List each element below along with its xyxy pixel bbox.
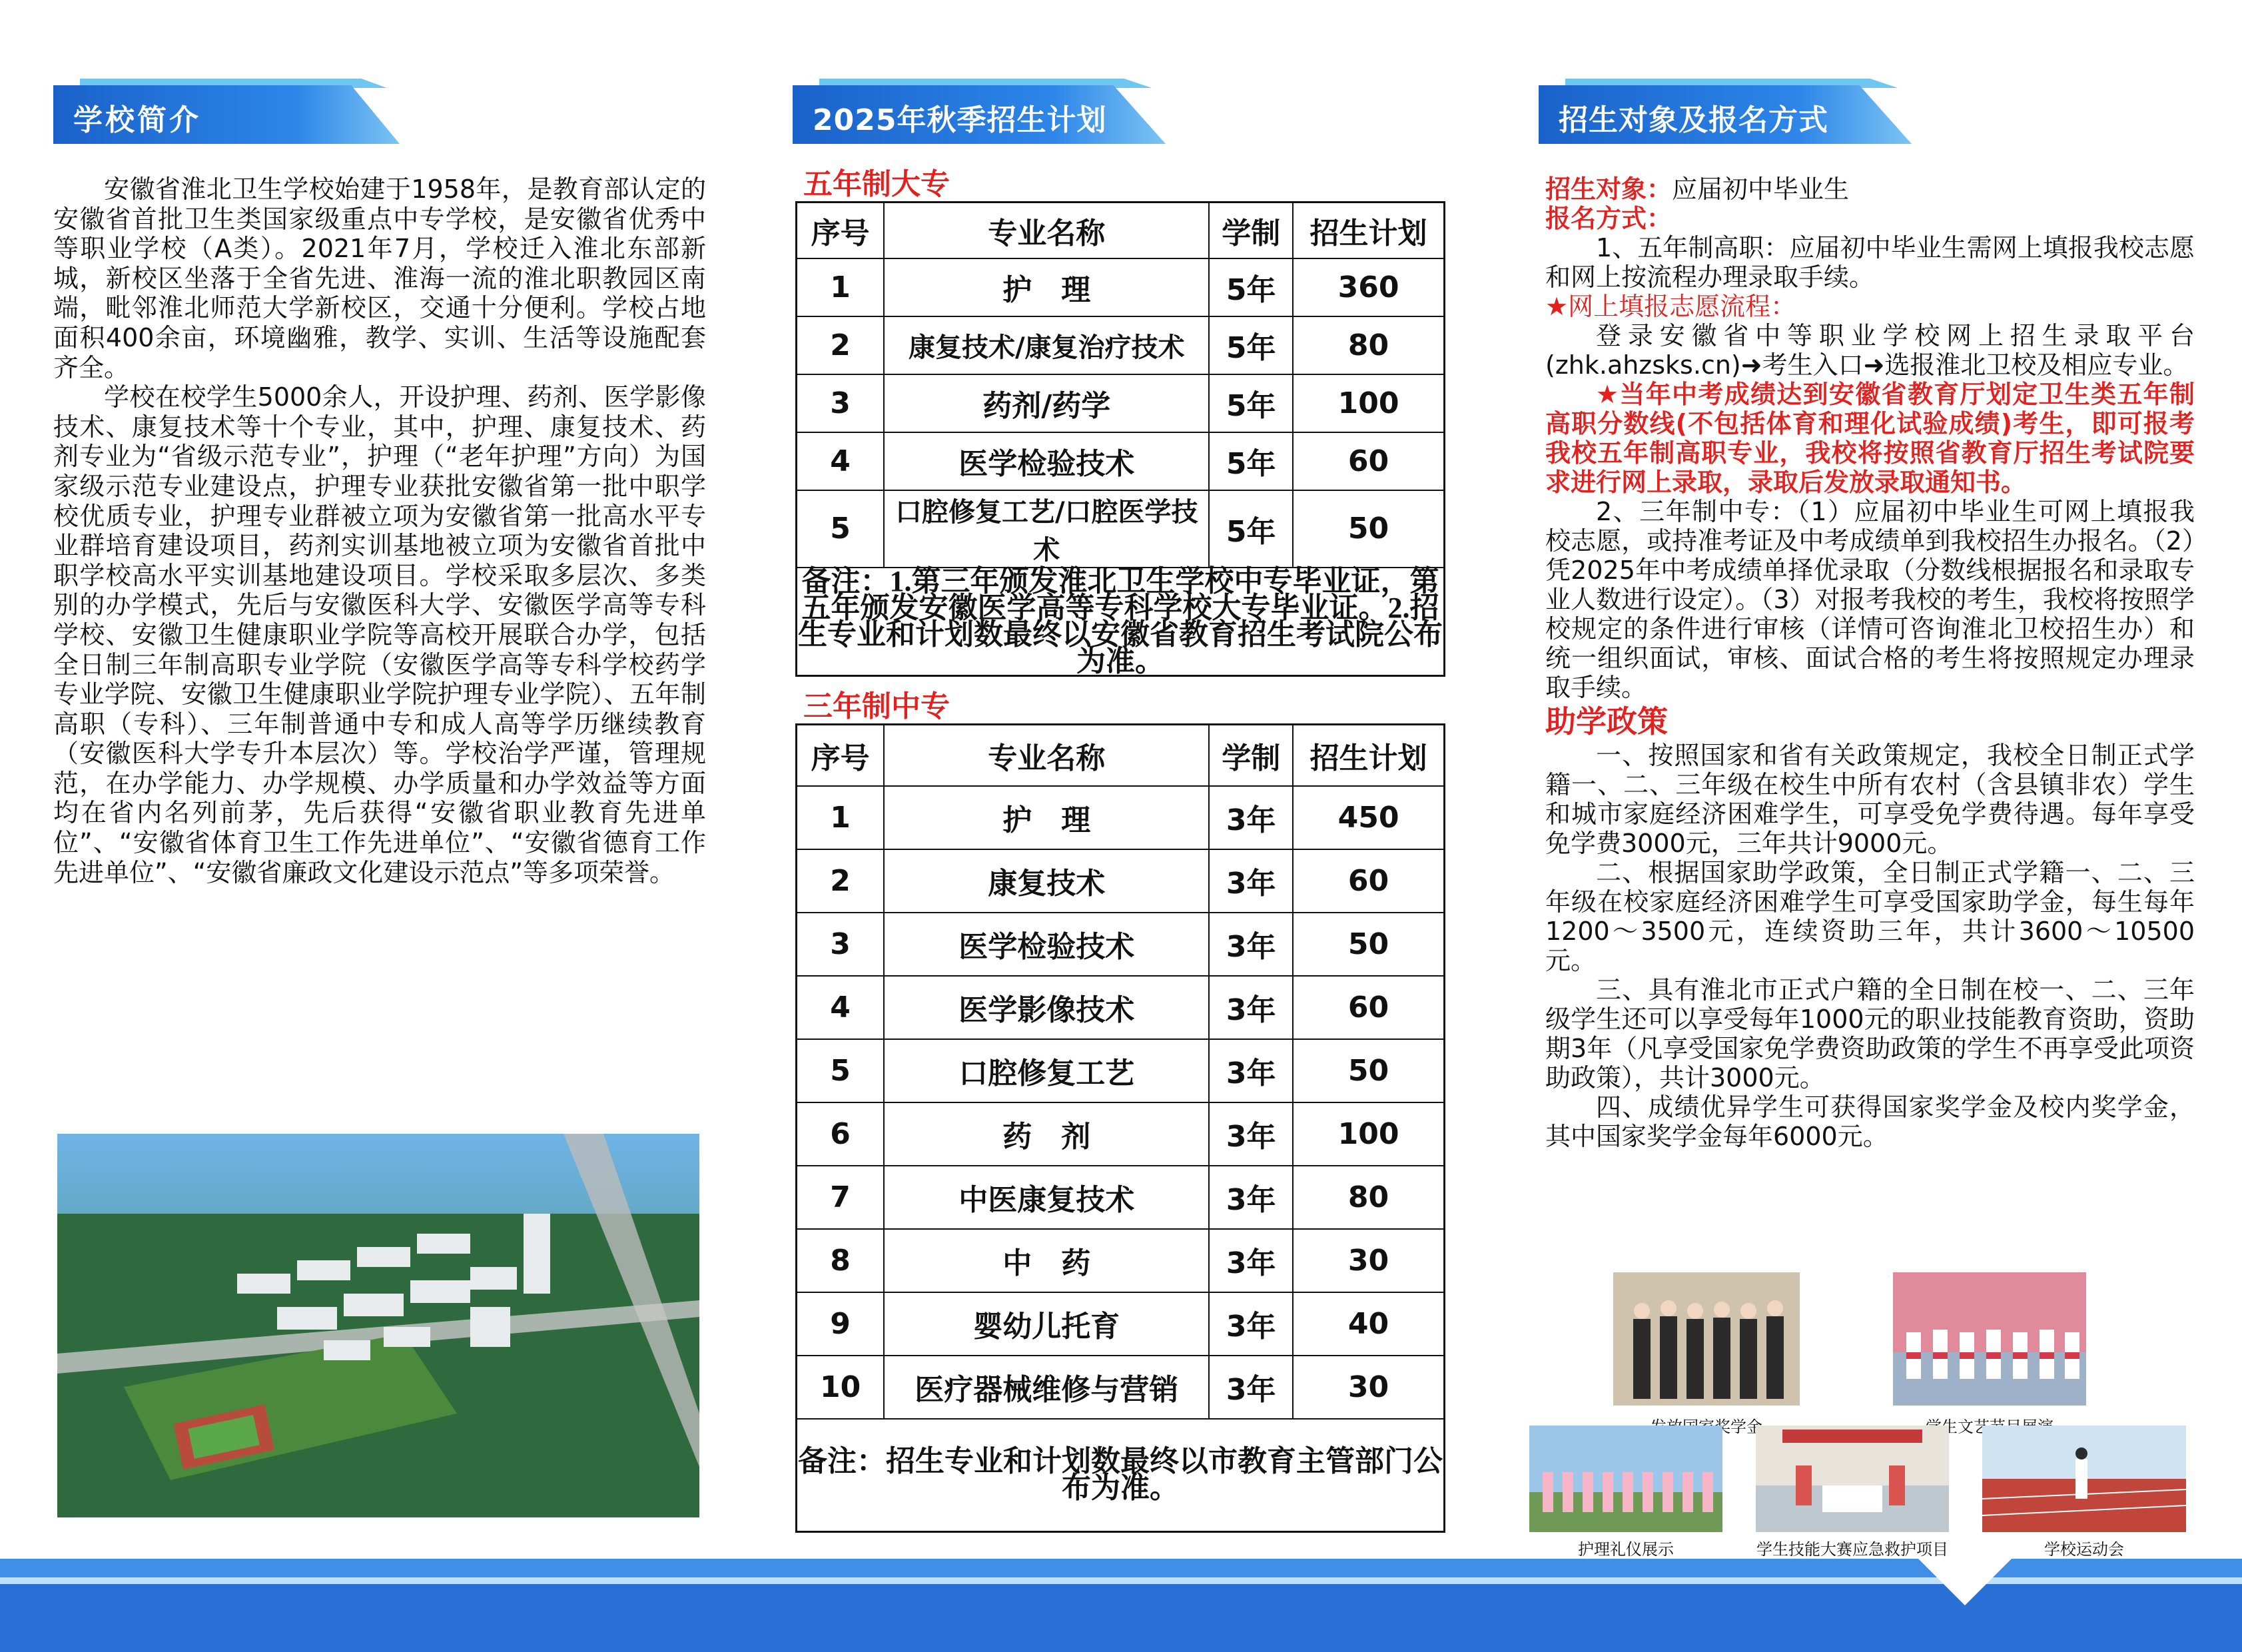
three-year-cell: 10: [797, 1356, 885, 1419]
three-year-cell: 30: [1293, 1229, 1444, 1292]
three-year-cell: 3年: [1209, 1039, 1293, 1102]
five-year-header-1: 专业名称: [884, 203, 1209, 258]
three-year-cell: 康复技术: [884, 849, 1209, 913]
three-year-header-2: 学制: [1209, 725, 1293, 786]
three-year-cell: 3年: [1209, 1292, 1293, 1356]
five-year-header-3: 招生计划: [1293, 203, 1444, 258]
three-year-cell: 口腔修复工艺: [884, 1039, 1209, 1102]
three-year-cell: 4: [797, 976, 885, 1039]
five-year-cell: 5: [797, 490, 885, 568]
three-year-header-3: 招生计划: [1293, 725, 1444, 786]
five-year-cell: 护 理: [884, 258, 1209, 316]
footer-band: [0, 1559, 2242, 1652]
skills-contest-photo: [1756, 1426, 1949, 1532]
three-year-cell: 100: [1293, 1102, 1444, 1166]
five-year-cell: 60: [1293, 432, 1444, 490]
five-year-cell: 5年: [1209, 258, 1293, 316]
target-value: 应届初中毕业生: [1672, 175, 1850, 204]
table-row: [797, 1102, 1445, 1166]
table-row: [797, 786, 1445, 849]
five-year-cell: 医学检验技术: [884, 432, 1209, 490]
table-row: [797, 1039, 1445, 1102]
three-year-cell: 6: [797, 1102, 885, 1166]
three-year-cell: 3: [797, 913, 885, 976]
three-year-cell: 30: [1293, 1356, 1444, 1419]
method-label: 报名方式：: [1545, 204, 1673, 233]
table-row: [797, 1292, 1445, 1356]
three-year-note: 备注：招生专业和计划数最终以市教育主管部门公布为准。: [797, 1419, 1445, 1532]
intro-text: [53, 175, 706, 887]
three-year-cell: 60: [1293, 849, 1444, 913]
three-year-cell: 1: [797, 786, 885, 849]
intro-paragraph-2: 学校在校学生5000余人，开设护理、药剂、医学影像技术、康复技术等十个专业，其中，护理、康复技术、药剂专业为“省级示范专业”，护理（“老年护理”方向）为国家级示范专业建设点，护理专业获批安徽省第一批中职学校优质专业，护理专业群被立项为安徽省第一批高水平专业群培育建设项目，药剂实训基地被立项为安徽省首批中职学校高水平实训基地建设项目。学校采取多层次、多类别的办学模式，先后与安徽医科大学、安徽医学高等专科学校、安徽卫生健康职业学院等高校开展联合办学，包括全日制三年制高职专业学院（安徽医学高等专科学校药学专业学院、安徽卫生健康职业学院护理专业学院）、五年制高职（专科）、三年制普通中专和成人高等学历继续教育（安徽医科大学专升本层次）等。学校治学严谨，管理规范，在办学能力、办学规模、办学质量和办学效益等方面均在省内名列前茅，先后获得“安徽省职业教育先进单位”、“安徽省体育卫生工作先进单位”、“安徽省德育工作先进单位”、“安徽省廉政文化建设示范点”等多项荣誉。: [53, 382, 706, 887]
method-five-year: 1、五年制高职：应届初中毕业生需网上填报我校志愿和网上按流程办理录取手续。: [1545, 233, 2195, 292]
intro-paragraph-1: 安徽省淮北卫生学校始建于1958年，是教育部认定的安徽省首批卫生类国家级重点中专学校，是安徽省优秀中等职业学校（A类）。2021年7月，学校迁入淮北东部新城，新校区坐落于全省先进、淮海一流的淮北职教园区南端，毗邻淮北师范大学新校区，交通十分便利。学校占地面积400余亩，环境幽雅，教学、实训、生活等设施配套齐全。: [53, 175, 706, 382]
three-year-header-0: 序号: [797, 725, 885, 786]
three-year-cell: 医疗器械维修与营销: [884, 1356, 1209, 1419]
three-year-cell: 50: [1293, 913, 1444, 976]
table-row: [797, 1356, 1445, 1419]
method-three-year: 2、三年制中专：（1）应届初中毕业生可网上填报我校志愿，或持准考证及中考成绩单到我校招生办报名。（2）凭2025年中考成绩单择优录取（分数线根据报名和录取专业人数进行设定）。（3）对报考我校的考生，我校将按照学校规定的条件进行审核（详情可咨询淮北卫校招生办）和统一组织面试，审核、面试合格的考生将按照规定办理录取手续。: [1545, 497, 2195, 702]
five-year-cell: 5年: [1209, 316, 1293, 374]
five-year-cell: 5年: [1209, 490, 1293, 568]
five-year-cell: 康复技术/康复治疗技术: [884, 316, 1209, 374]
three-year-cell: 中 药: [884, 1229, 1209, 1292]
aid-item-2: 二、根据国家助学政策，全日制正式学籍一、二、三年级在校家庭经济困难学生可享受国家助学金，每生每年1200～3500元，连续资助三年，共计3600～10500元。: [1545, 858, 2195, 975]
online-flow-title: ★网上填报志愿流程：: [1545, 292, 1796, 321]
three-year-cell: 3年: [1209, 913, 1293, 976]
five-year-cell: 药剂/药学: [884, 374, 1209, 432]
five-year-cell: 2: [797, 316, 885, 374]
caption-sports-meet: 学校运动会: [2044, 1540, 2124, 1559]
three-year-cell: 护 理: [884, 786, 1209, 849]
table-row: [797, 913, 1445, 976]
five-year-cell: 5年: [1209, 374, 1293, 432]
three-year-cell: 40: [1293, 1292, 1444, 1356]
aid-item-4: 四、成绩优异学生可获得国家奖学金及校内奖学金，其中国家奖学金每年6000元。: [1545, 1092, 2195, 1151]
five-year-cell: 1: [797, 258, 885, 316]
online-flow-body: 登录安徽省中等职业学校网上招生录取平台(zhk.ahzsks.cn)➜考生入口➜选报淮北卫校及相应专业。: [1545, 321, 2195, 380]
five-year-cell: 口腔修复工艺/口腔医学技术: [884, 490, 1209, 568]
aid-item-1: 一、按照国家和省有关政策规定，我校全日制正式学籍一、二、三年级在校生中所有农村（含县镇非农）学生和城市家庭经济困难学生，可享受免学费待遇。每年享受免学费3000元，三年共计9000元。: [1545, 741, 2195, 858]
three-year-cell: 2: [797, 849, 885, 913]
three-year-cell: 60: [1293, 976, 1444, 1039]
five-year-header-0: 序号: [797, 203, 885, 258]
three-year-cell: 3年: [1209, 1102, 1293, 1166]
section-banner-intro: [53, 85, 400, 144]
caption-skills-contest: 学生技能大赛应急救护项目: [1756, 1540, 1948, 1559]
caption-etiquette: 护理礼仪展示: [1578, 1540, 1674, 1559]
sports-meet-photo: [1982, 1426, 2186, 1532]
five-year-cell: 3: [797, 374, 885, 432]
three-year-cell: 3年: [1209, 1356, 1293, 1419]
three-year-cell: 3年: [1209, 1166, 1293, 1229]
five-year-cell: 80: [1293, 316, 1444, 374]
three-year-cell: 50: [1293, 1039, 1444, 1102]
three-year-cell: 5: [797, 1039, 885, 1102]
three-year-cell: 医学影像技术: [884, 976, 1209, 1039]
five-year-title: 五年制大专: [803, 167, 950, 201]
three-year-cell: 7: [797, 1166, 885, 1229]
three-year-header-1: 专业名称: [884, 725, 1209, 786]
five-year-cell: 5年: [1209, 432, 1293, 490]
etiquette-photo: [1529, 1426, 1722, 1532]
admission-text: [1545, 175, 2195, 1151]
performance-photo: [1893, 1272, 2086, 1406]
three-year-cell: 3年: [1209, 786, 1293, 849]
target-label: 招生对象：: [1545, 175, 1673, 204]
five-year-cell: 4: [797, 432, 885, 490]
banner-title: 学校简介: [73, 103, 201, 137]
five-year-cell: 50: [1293, 490, 1444, 568]
section-banner-plan: [793, 85, 1166, 144]
table-row: [797, 1229, 1445, 1292]
campus-aerial-image: [57, 1134, 699, 1517]
aid-policy-title: 助学政策: [1545, 703, 1668, 739]
three-year-cell: 9: [797, 1292, 885, 1356]
five-year-note: 备注：1.第三年颁发淮北卫生学校中专毕业证，第五年颁发安徽医学高等专科学校大专毕业证。2.招生专业和计划数最终以安徽省教育招生考试院公布为准。: [797, 568, 1445, 676]
table-row: [797, 258, 1445, 316]
three-year-title: 三年制中专: [803, 689, 950, 723]
three-year-cell: 药 剂: [884, 1102, 1209, 1166]
three-year-cell: 3年: [1209, 849, 1293, 913]
scholarship-photo: [1613, 1272, 1800, 1406]
table-row: [797, 976, 1445, 1039]
table-row: [797, 1166, 1445, 1229]
table-row: [797, 490, 1445, 568]
three-year-cell: 3年: [1209, 976, 1293, 1039]
banner-title: 招生对象及报名方式: [1559, 103, 1828, 137]
three-year-cell: 婴幼儿托育: [884, 1292, 1209, 1356]
table-row: [797, 849, 1445, 913]
three-year-cell: 450: [1293, 786, 1444, 849]
table-row: [797, 432, 1445, 490]
aid-item-3: 三、具有淮北市正式户籍的全日制在校一、二、三年级学生还可以享受每年1000元的职业技能教育资助，资助期3年（凡享受国家免学费资助政策的学生不再享受此项资助政策），共计3000元。: [1545, 975, 2195, 1092]
three-year-cell: 3年: [1209, 1229, 1293, 1292]
section-banner-admission: [1539, 85, 1912, 144]
table-row: [797, 316, 1445, 374]
three-year-cell: 80: [1293, 1166, 1444, 1229]
five-year-header-2: 学制: [1209, 203, 1293, 258]
three-year-cell: 中医康复技术: [884, 1166, 1209, 1229]
three-year-cell: 8: [797, 1229, 885, 1292]
five-year-table: [795, 201, 1445, 677]
five-year-cell: 100: [1293, 374, 1444, 432]
score-line-note: ★当年中考成绩达到安徽省教育厅划定卫生类五年制高职分数线(不包括体育和理化试验成绩)考生，即可报考我校五年制高职专业，我校将按照省教育厅招生考试院要求进行网上录取，录取后发放录取通知书。: [1545, 380, 2195, 497]
three-year-cell: 医学检验技术: [884, 913, 1209, 976]
five-year-cell: 360: [1293, 258, 1444, 316]
table-row: [797, 374, 1445, 432]
banner-title: 2025年秋季招生计划: [813, 103, 1107, 137]
three-year-table: [795, 723, 1445, 1533]
